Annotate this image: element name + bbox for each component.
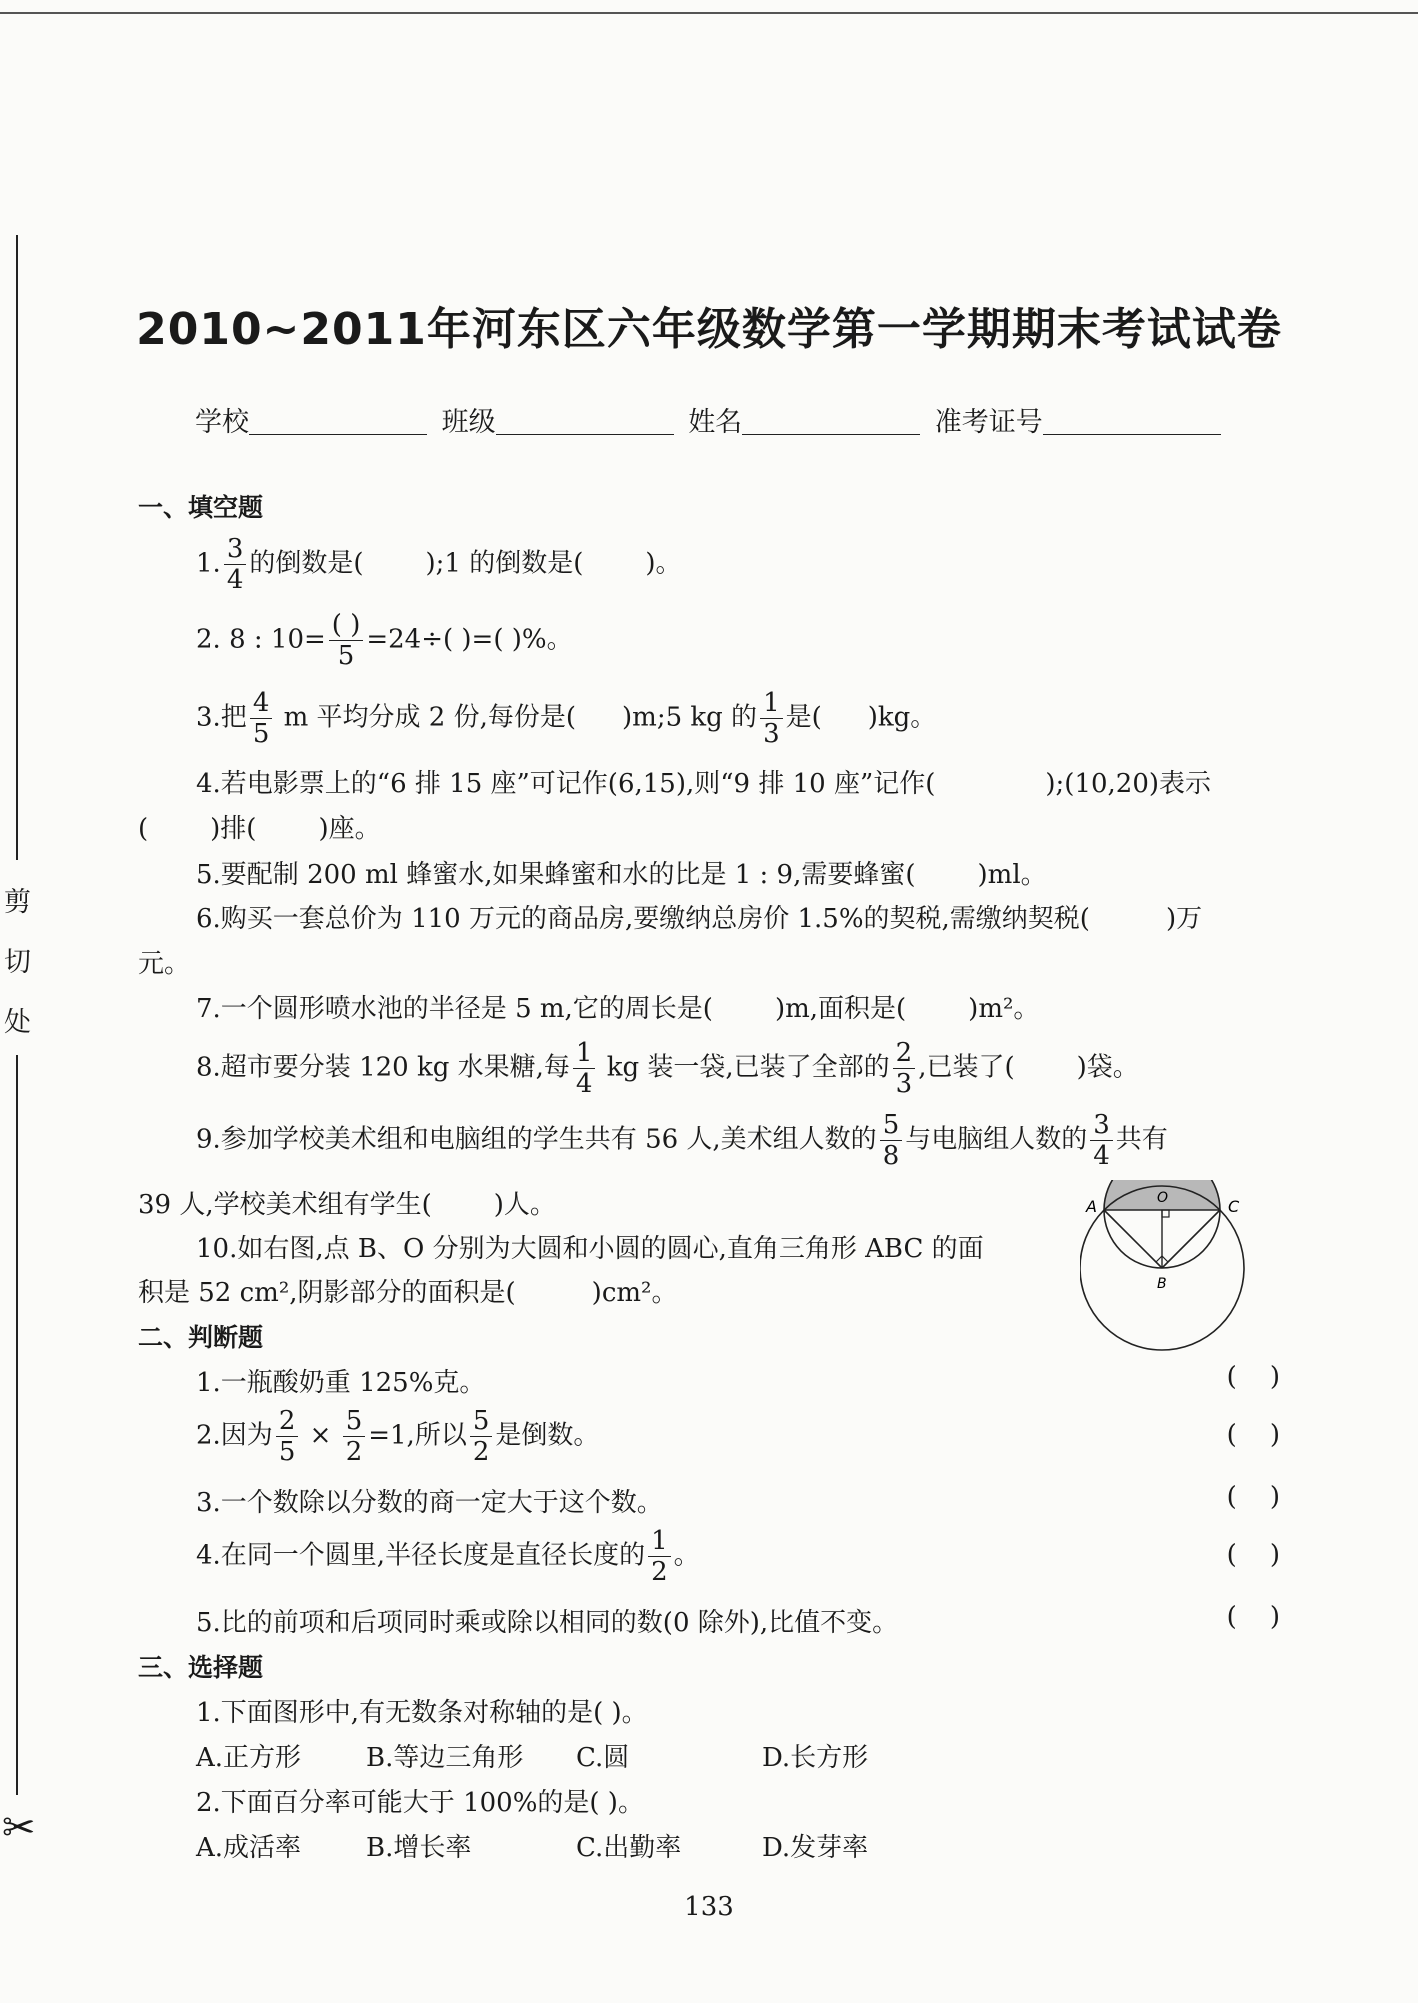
- fraction: $\frac{1}{3}$: [760, 690, 783, 747]
- fill-q10: 10.如右图,点 B、O 分别为大圆和小圆的圆心,直角三角形 ABC 的面: [196, 1234, 984, 1264]
- fill-q3: 3.把 $\frac{4}{5}$ m 平均分成 2 份,每份是( )m;5 kg 的 $\frac{1}{3}$ 是( )kg。: [196, 688, 937, 749]
- choice-q2-option-c[interactable]: C.出勤率: [576, 1833, 682, 1863]
- name-field[interactable]: [742, 406, 920, 435]
- judge-q4-answer[interactable]: ( ): [1226, 1540, 1280, 1570]
- section-choice-heading: 三、选择题: [138, 1653, 264, 1682]
- fill-q6: 6.购买一套总价为 110 万元的商品房,要缴纳总房价 1.5%的契税,需缴纳契税( )万: [196, 904, 1203, 934]
- page-title: 2010~2011年河东区六年级数学第一学期期末考试试卷: [136, 304, 1282, 355]
- fraction: $\frac{5}{2}$: [470, 1408, 493, 1465]
- right-angle-mark: [1162, 1210, 1169, 1217]
- label-a: A: [1086, 1197, 1097, 1216]
- judge-q5-answer[interactable]: ( ): [1226, 1602, 1280, 1632]
- fill-q2: 2. 8 : 10= $\frac{( )}{5}$ =24÷( )=( )%。: [196, 610, 573, 671]
- choice-q1-option-d[interactable]: D.长方形: [762, 1743, 869, 1773]
- fill-q5: 5.要配制 200 ml 蜂蜜水,如果蜂蜜和水的比是 1 : 9,需要蜂蜜( )ml。: [196, 860, 1047, 890]
- choice-q1-options: [196, 1737, 868, 1774]
- judge-q2: 2.因为 $\frac{2}{5}$ × $\frac{5}{2}$ =1,所以 $\frac{5}{2}$ 是倒数。: [196, 1406, 600, 1467]
- name-label: 姓名: [688, 407, 743, 438]
- scissors-icon: ✂: [2, 1805, 36, 1851]
- fill-q4: 4.若电影票上的“6 排 15 座”可记作(6,15),则“9 排 10 座”记作( );(10,20)表示: [196, 769, 1212, 799]
- choice-q2-stem: 2.下面百分率可能大于 100%的是( )。: [196, 1788, 644, 1818]
- fraction: $\frac{1}{4}$: [573, 1040, 596, 1097]
- cut-line-bottom: [16, 1055, 18, 1795]
- school-label: 学校: [195, 407, 249, 438]
- section-judge-heading: 二、判断题: [138, 1323, 264, 1352]
- fill-q6-cont: 元。: [138, 949, 191, 979]
- fraction: $\frac{3}{4}$: [1090, 1112, 1113, 1169]
- fill-q4-cont: ( )排( )座。: [138, 814, 381, 844]
- choice-q1-option-a[interactable]: A.正方形: [196, 1743, 302, 1773]
- label-b: B: [1157, 1276, 1167, 1292]
- choice-q1-option-b[interactable]: B.等边三角形: [366, 1743, 524, 1773]
- fraction: $\frac{( )}{5}$: [329, 612, 364, 669]
- judge-q4: 4.在同一个圆里,半径长度是直径长度的 $\frac{1}{2}$ 。: [196, 1526, 700, 1587]
- circles-figure: [1080, 1180, 1245, 1355]
- label-o: O: [1157, 1190, 1169, 1206]
- choice-q1-stem: 1.下面图形中,有无数条对称轴的是( )。: [196, 1698, 648, 1728]
- fraction: $\frac{1}{2}$: [648, 1528, 671, 1585]
- fraction: $\frac{3}{4}$: [224, 536, 247, 593]
- fill-q10-cont: 积是 52 cm²,阴影部分的面积是( )cm²。: [138, 1278, 678, 1308]
- cut-char-2: 切: [4, 947, 31, 978]
- fraction: $\frac{4}{5}$: [250, 690, 273, 747]
- choice-q2-option-a[interactable]: A.成活率: [196, 1833, 302, 1863]
- fraction: $\frac{2}{3}$: [893, 1040, 916, 1097]
- section-fill-heading: 一、填空题: [138, 493, 264, 522]
- student-info-line: [195, 400, 1227, 439]
- school-field[interactable]: [249, 406, 427, 435]
- segment-ab: [1104, 1210, 1162, 1268]
- fill-q1: 1. $\frac{3}{4}$ 的倒数是( );1 的倒数是( )。: [196, 534, 682, 595]
- judge-q1: 1.一瓶酸奶重 125%克。: [196, 1368, 486, 1398]
- choice-q2-option-b[interactable]: B.增长率: [366, 1833, 472, 1863]
- exam-no-label: 准考证号: [934, 407, 1043, 438]
- fill-q8: 8.超市要分装 120 kg 水果糖,每 $\frac{1}{4}$ kg 装一袋,已装了全部的 $\frac{2}{3}$ ,已装了( )袋。: [196, 1038, 1139, 1099]
- choice-q1-option-c[interactable]: C.圆: [576, 1743, 630, 1773]
- class-field[interactable]: [496, 406, 674, 435]
- fraction: $\frac{5}{2}$: [343, 1408, 366, 1465]
- judge-q2-answer[interactable]: ( ): [1226, 1420, 1280, 1450]
- choice-q2-option-d[interactable]: D.发芽率: [762, 1833, 869, 1863]
- choice-q2-options: [196, 1827, 868, 1864]
- segment-cb: [1162, 1210, 1220, 1268]
- judge-q3: 3.一个数除以分数的商一定大于这个数。: [196, 1488, 663, 1518]
- fill-q9-cont: 39 人,学校美术组有学生( )人。: [138, 1190, 556, 1220]
- judge-q3-answer[interactable]: ( ): [1226, 1482, 1280, 1512]
- fill-q7: 7.一个圆形喷水池的半径是 5 m,它的周长是( )m,面积是( )m²。: [196, 994, 1040, 1024]
- fill-q9: 9.参加学校美术组和电脑组的学生共有 56 人,美术组人数的 $\frac{5}{8}$ 与电脑组人数的 $\frac{3}{4}$ 共有: [196, 1110, 1168, 1171]
- judge-q5: 5.比的前项和后项同时乘或除以相同的数(0 除外),比值不变。: [196, 1608, 899, 1638]
- class-label: 班级: [441, 407, 496, 438]
- cut-char-1: 剪: [4, 887, 31, 918]
- fraction: $\frac{5}{8}$: [880, 1112, 903, 1169]
- top-rule: [0, 12, 1418, 14]
- label-c: C: [1228, 1197, 1240, 1216]
- fraction: $\frac{2}{5}$: [276, 1408, 299, 1465]
- cut-char-3: 处: [4, 1007, 31, 1038]
- judge-q1-answer[interactable]: ( ): [1226, 1362, 1280, 1392]
- exam-no-field[interactable]: [1043, 406, 1221, 435]
- page-number: 133: [684, 1892, 734, 1922]
